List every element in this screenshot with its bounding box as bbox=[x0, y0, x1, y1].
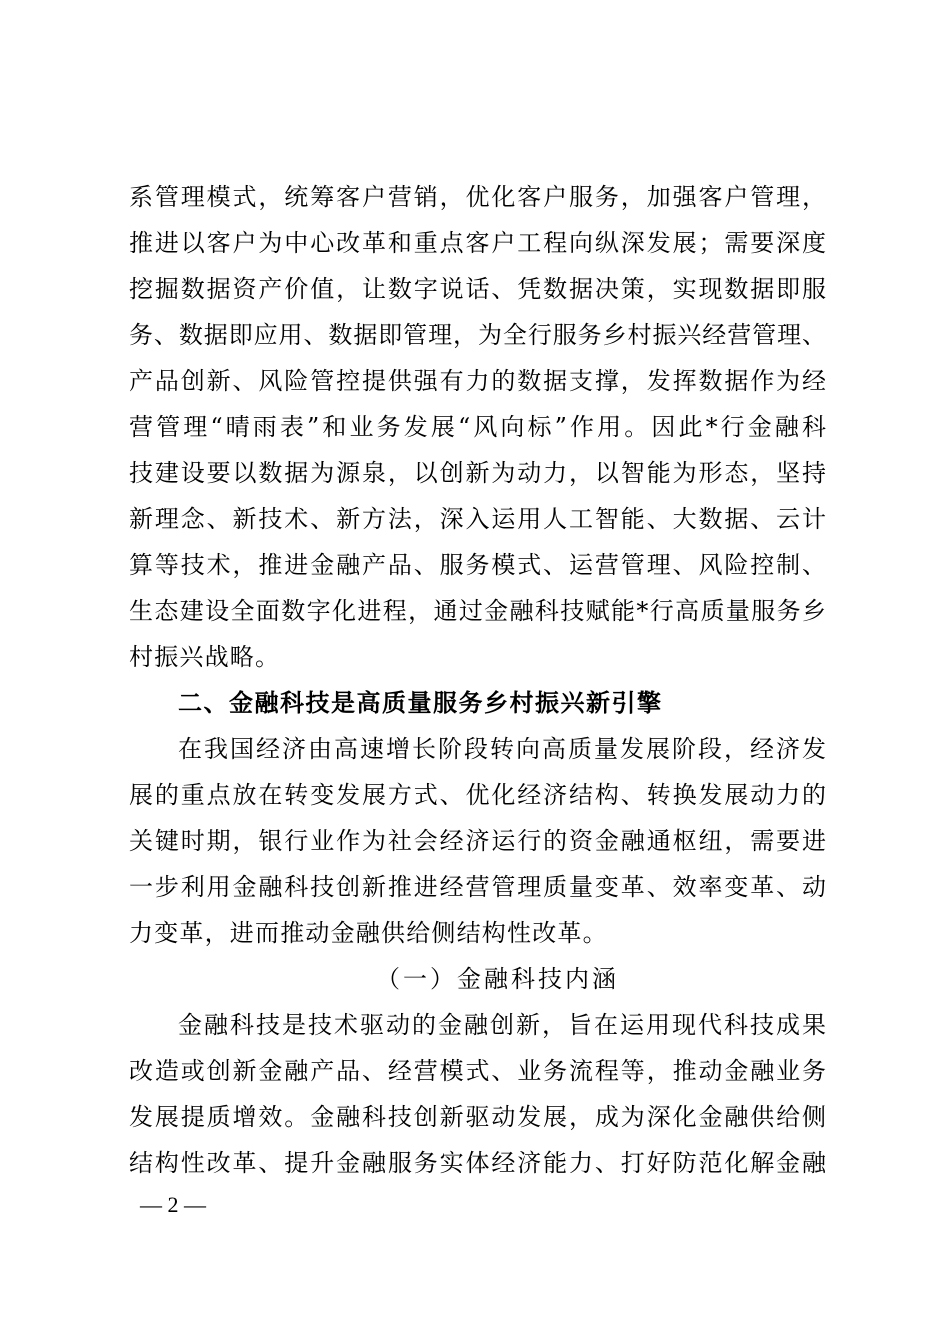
body-line: 村振兴战略。 bbox=[129, 643, 281, 671]
body-line: 推进以客户为中心改革和重点客户工程向纵深发展；需要深度 bbox=[129, 229, 826, 257]
body-line: 力变革，进而推动金融供给侧结构性改革。 bbox=[129, 919, 608, 947]
body-line: 改造或创新金融产品、经营模式、业务流程等，推动金融业务 bbox=[129, 1057, 826, 1085]
body-line: 关键时期，银行业作为社会经济运行的资金融通枢纽，需要进 bbox=[129, 827, 826, 855]
subsection-heading: （一）金融科技内涵 bbox=[376, 965, 619, 993]
body-line: 营管理“晴雨表”和业务发展“风向标”作用。因此*行金融科 bbox=[129, 413, 826, 441]
body-line: 发展提质增效。金融科技创新驱动发展，成为深化金融供给侧 bbox=[129, 1103, 826, 1131]
body-line: 在我国经济由高速增长阶段转向高质量发展阶段，经济发 bbox=[178, 735, 826, 763]
body-line: 展的重点放在转变发展方式、优化经济结构、转换发展动力的 bbox=[129, 781, 826, 809]
body-line: 结构性改革、提升金融服务实体经济能力、打好防范化解金融 bbox=[129, 1149, 826, 1177]
body-line: 挖掘数据资产价值，让数字说话、凭数据决策，实现数据即服 bbox=[129, 275, 826, 303]
body-line: 金融科技是技术驱动的金融创新，旨在运用现代科技成果 bbox=[178, 1011, 826, 1039]
body-line: 技建设要以数据为源泉，以创新为动力，以智能为形态，坚持 bbox=[129, 459, 826, 487]
body-line: 生态建设全面数字化进程，通过金融科技赋能*行高质量服务乡 bbox=[129, 597, 826, 625]
body-line: 务、数据即应用、数据即管理，为全行服务乡村振兴经营管理、 bbox=[129, 321, 826, 349]
body-line: 新理念、新技术、新方法，深入运用人工智能、大数据、云计 bbox=[129, 505, 826, 533]
body-line: 产品创新、风险管控提供强有力的数据支撑，发挥数据作为经 bbox=[129, 367, 826, 395]
body-text bbox=[129, 174, 826, 1186]
section-heading: 二、金融科技是高质量服务乡村振兴新引擎 bbox=[178, 689, 663, 717]
body-line: 算等技术，推进金融产品、服务模式、运营管理、风险控制、 bbox=[129, 551, 826, 579]
body-line: 系管理模式，统筹客户营销，优化客户服务，加强客户管理， bbox=[129, 183, 826, 211]
page-number: — 2 — bbox=[140, 1192, 206, 1217]
body-line: 一步利用金融科技创新推进经营管理质量变革、效率变革、动 bbox=[129, 873, 826, 901]
